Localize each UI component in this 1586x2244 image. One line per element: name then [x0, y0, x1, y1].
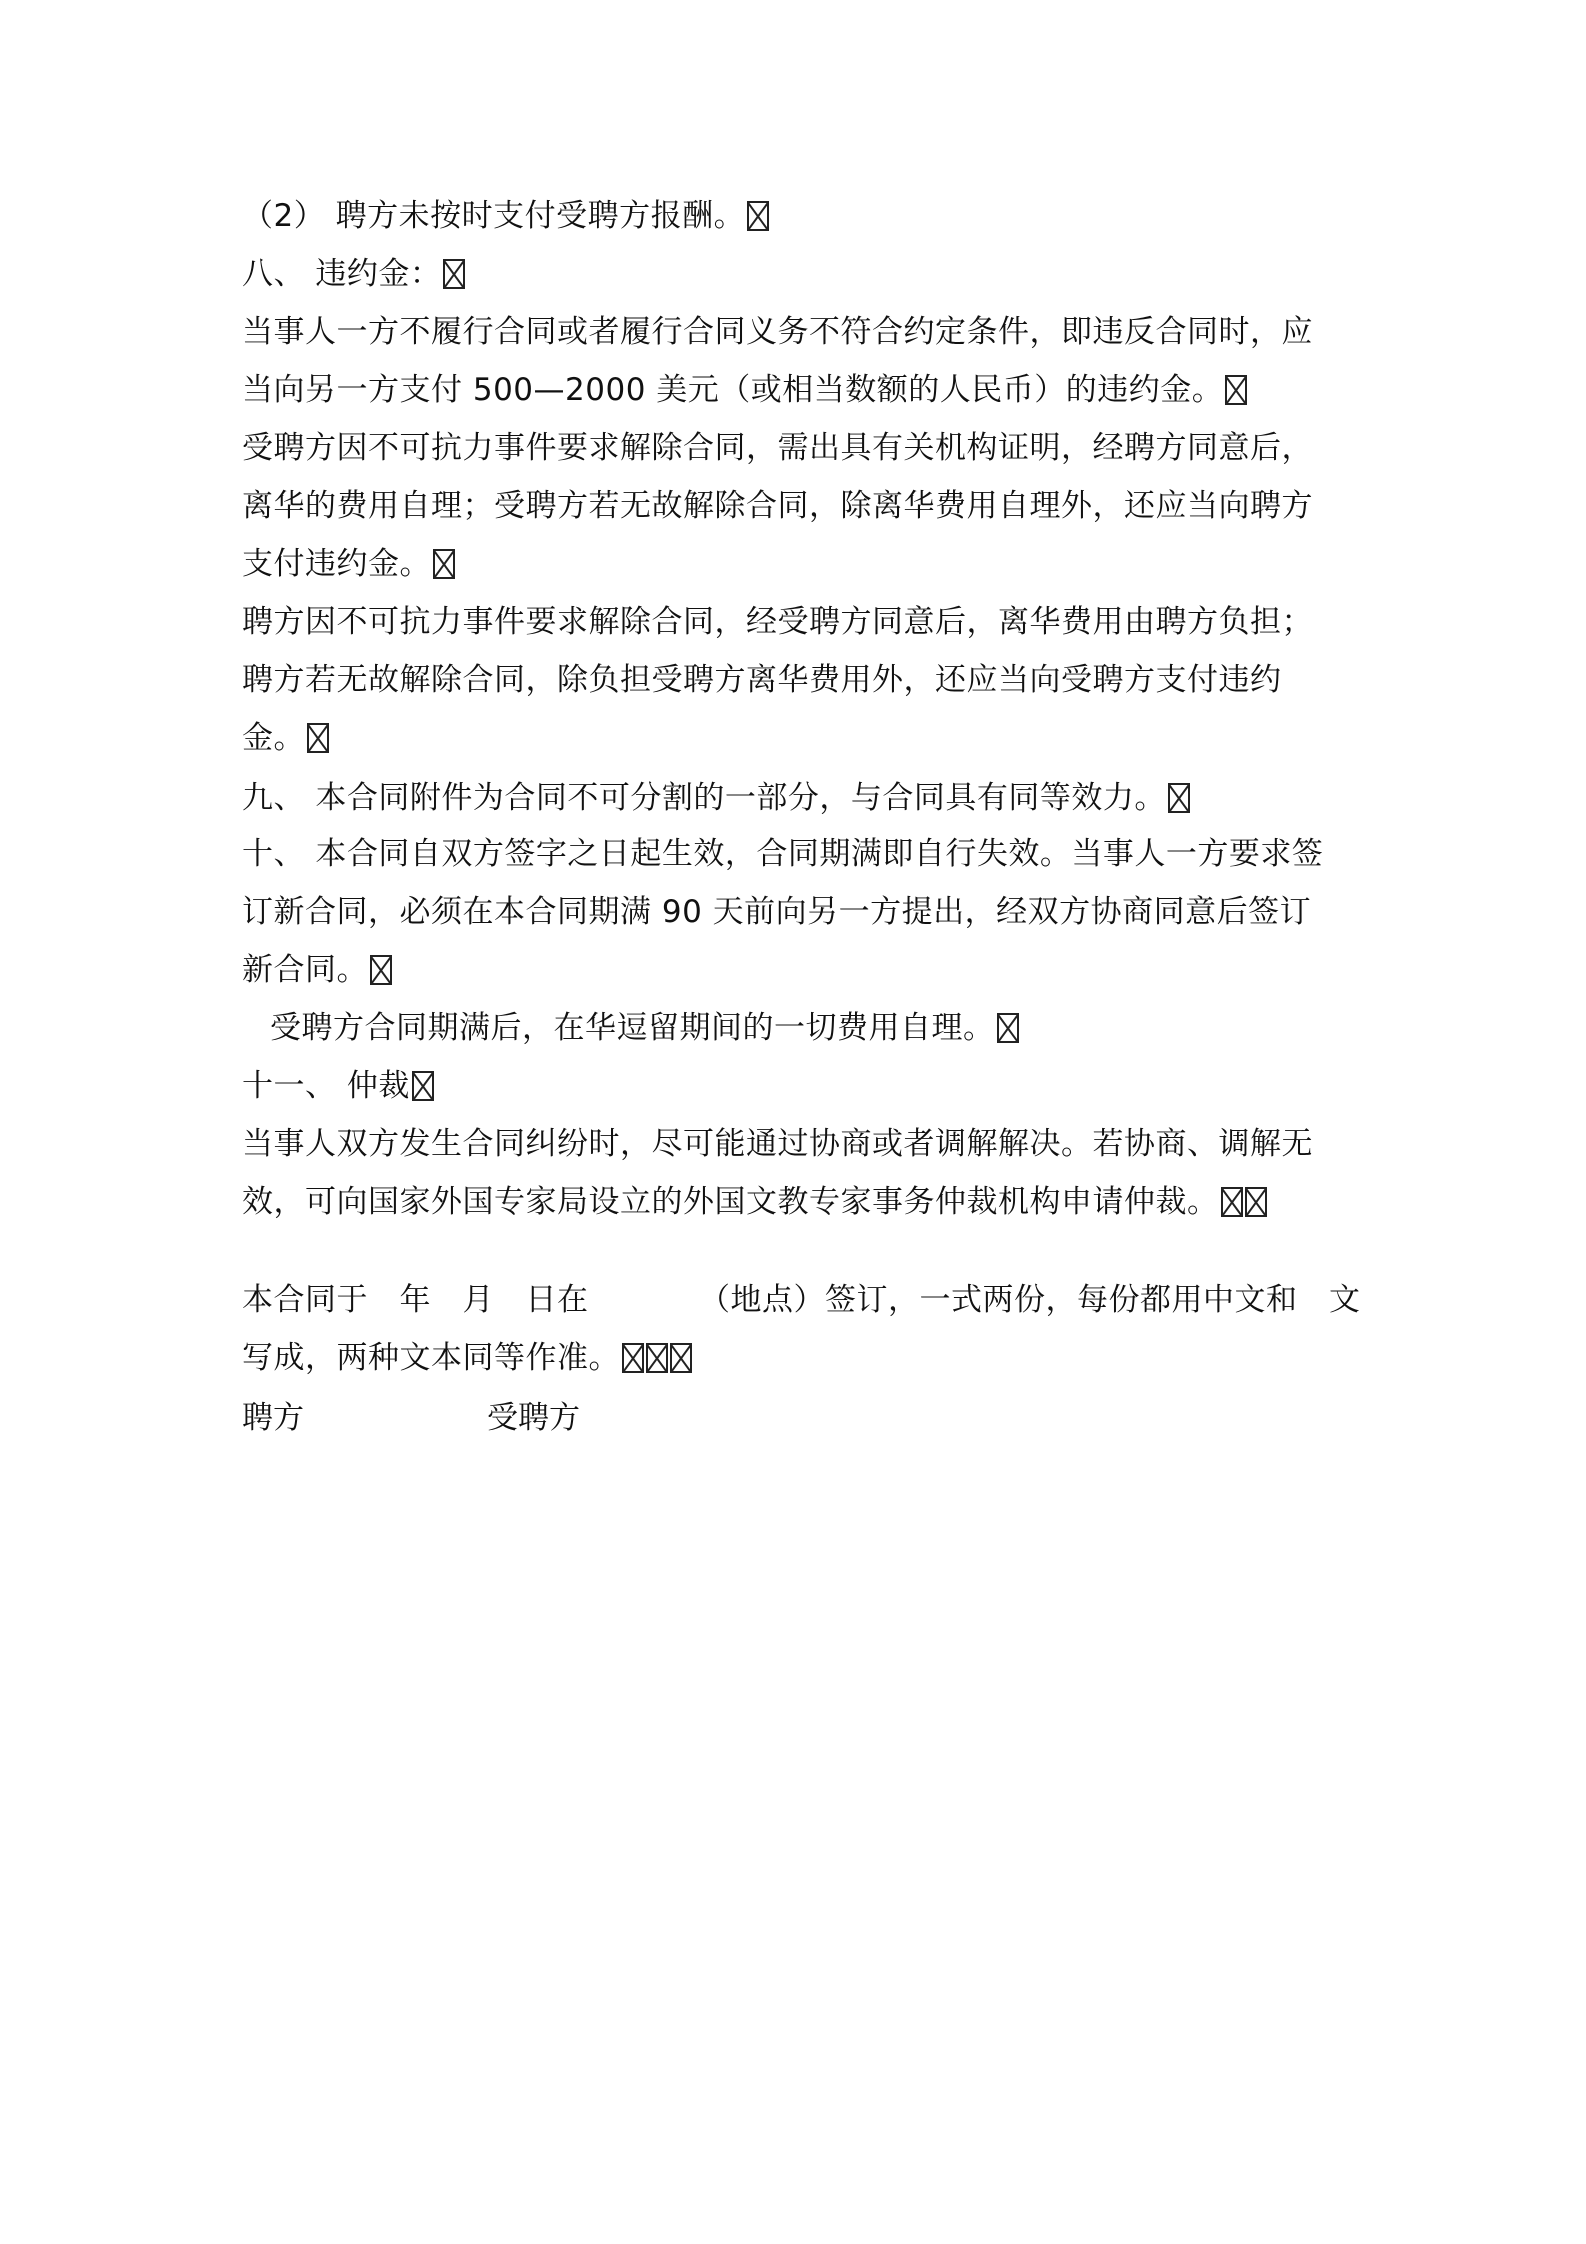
text-line: 效，可向国家外国专家局设立的外国文教专家事务仲裁机构申请仲裁。 — [242, 1182, 1267, 1222]
text-line: 离华的费用自理；受聘方若无故解除合同，除离华费用自理外，还应当向聘方 — [242, 488, 1313, 524]
missing-glyph-box — [1225, 375, 1247, 405]
text-line: 本合同于 年 月 日在 （地点）签订，一式两份，每份都用中文和 文 — [242, 1282, 1361, 1318]
missing-glyph-box — [670, 1343, 692, 1373]
section-heading: 九、 本合同附件为合同不可分割的一部分，与合同具有同等效力。 — [242, 778, 1190, 818]
missing-glyph-box — [307, 723, 329, 753]
section-heading: 十、 本合同自双方签字之日起生效，合同期满即自行失效。当事人一方要求签 — [242, 836, 1324, 872]
text-line: 聘方因不可抗力事件要求解除合同，经受聘方同意后，离华费用由聘方负担； — [242, 604, 1313, 640]
section-heading: 八、 违约金： — [242, 254, 465, 294]
text-line: （2） 聘方未按时支付受聘方报酬。 — [242, 196, 769, 236]
text-line: 受聘方合同期满后，在华逗留期间的一切费用自理。 — [270, 1008, 1019, 1048]
missing-glyph-box — [747, 201, 769, 231]
text-line: 当事人双方发生合同纠纷时，尽可能通过协商或者调解解决。若协商、调解无 — [242, 1126, 1313, 1162]
missing-glyph-box — [997, 1013, 1019, 1043]
text-line: 金。 — [242, 718, 329, 758]
text-line: 支付违约金。 — [242, 544, 455, 584]
missing-glyph-box — [1245, 1187, 1267, 1217]
missing-glyph-box — [412, 1071, 434, 1101]
missing-glyph-box — [646, 1343, 668, 1373]
missing-glyph-box — [433, 549, 455, 579]
text-line: 订新合同，必须在本合同期满 90 天前向另一方提出，经双方协商同意后签订 — [242, 894, 1312, 930]
text-line: 当事人一方不履行合同或者履行合同义务不符合约定条件，即违反合同时，应 — [242, 314, 1313, 350]
text-line: 写成，两种文本同等作准。 — [242, 1338, 692, 1378]
missing-glyph-box — [370, 955, 392, 985]
missing-glyph-box — [443, 259, 465, 289]
text-line: 受聘方因不可抗力事件要求解除合同，需出具有关机构证明，经聘方同意后， — [242, 430, 1313, 466]
section-heading: 十一、 仲裁 — [242, 1066, 434, 1106]
missing-glyph-box — [622, 1343, 644, 1373]
employer-signature-label: 聘方 — [242, 1400, 304, 1436]
text-line: 聘方若无故解除合同，除负担受聘方离华费用外，还应当向受聘方支付违约 — [242, 662, 1282, 698]
text-line: 当向另一方支付 500—2000 美元（或相当数额的人民币）的违约金。 — [242, 370, 1247, 410]
employee-signature-label: 受聘方 — [487, 1400, 580, 1436]
text-line: 新合同。 — [242, 950, 392, 990]
missing-glyph-box — [1221, 1187, 1243, 1217]
missing-glyph-box — [1168, 783, 1190, 813]
